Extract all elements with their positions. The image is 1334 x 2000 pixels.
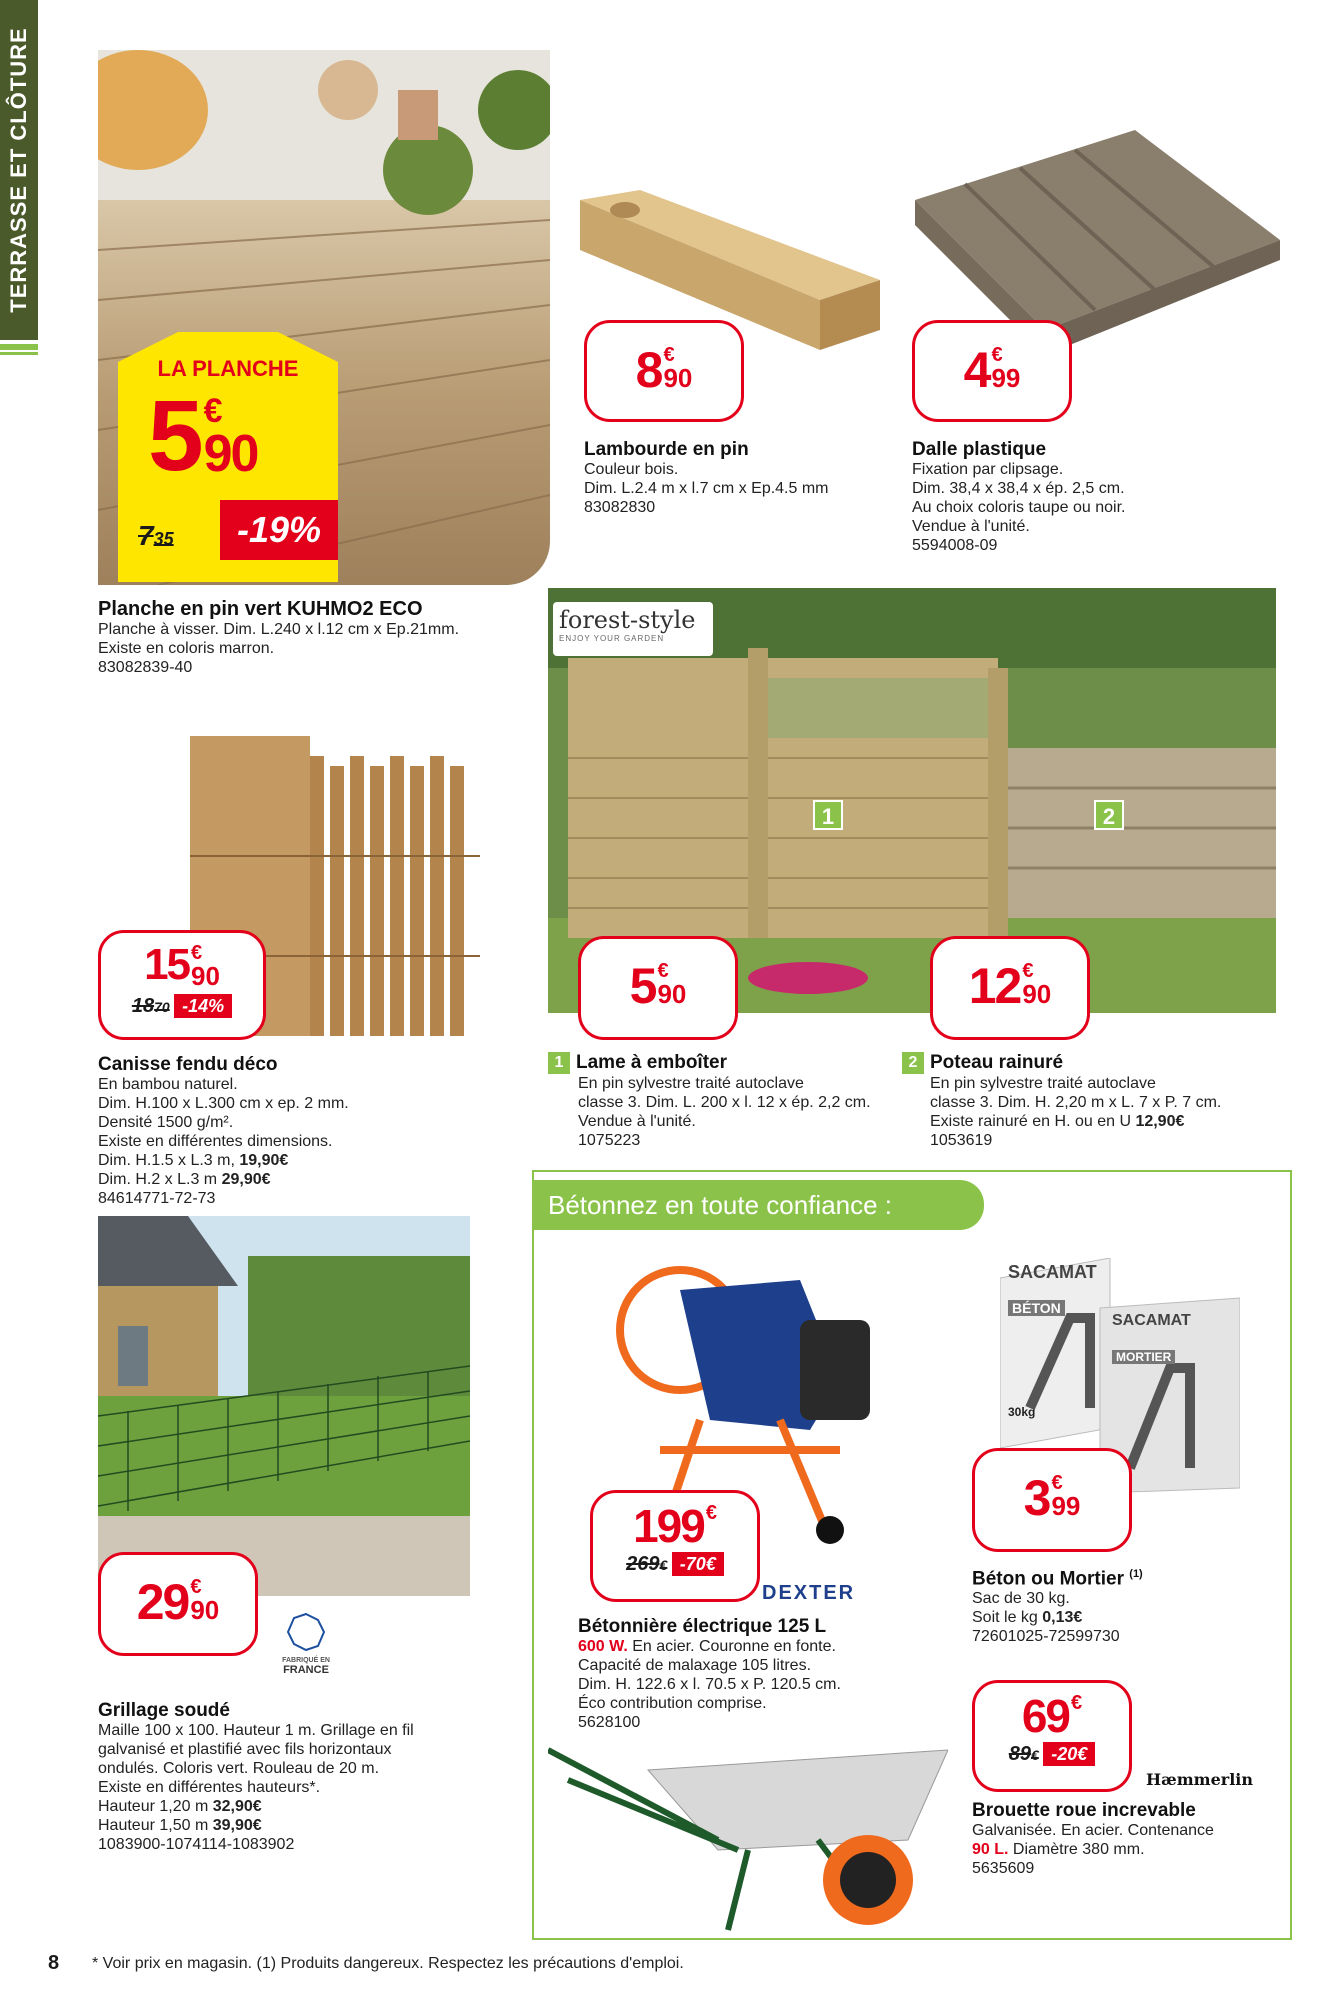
- planche-old-price: 735: [138, 520, 174, 551]
- betonniere-title: Bétonnière électrique 125 L: [578, 1616, 827, 1637]
- lame-desc: En pin sylvestre traité autoclave classe 3. Dim. L. 200 x l. 12 x ép. 2,2 cm. Vendue à l'unité. 1075223: [578, 1075, 871, 1149]
- photo-badge-2: 2: [1094, 800, 1124, 830]
- beton-price: 3 € 99: [972, 1448, 1132, 1552]
- grillage-price: 29 € 90: [98, 1552, 258, 1656]
- beton-title: Béton ou Mortier $^{(1)}$: [972, 1568, 1143, 1590]
- planche-discount: -19%: [220, 500, 338, 560]
- lambourde-desc: Couleur bois. Dim. L.2.4 m x l.7 cm x Ep.4.5 mm 83082830: [584, 461, 829, 516]
- canisse-old-price: 1870: [131, 995, 170, 1017]
- dalle-desc: Fixation par clipsage. Dim. 38,4 x 38,4 x ép. 2,5 cm. Au choix coloris taupe ou noir. Vendue à l'unité. 5594008-09: [912, 461, 1126, 554]
- brouette-old-price: 89€: [1008, 1743, 1039, 1765]
- grillage-desc: Maille 100 x 100. Hauteur 1 m. Grillage en fil galvanisé et plastifié avec fils horizontaux ondulés. Coloris vert. Rouleau de 20 m. Existe en différentes hauteurs*. Hauteur 1,20 m 32,90€ Hauteur 1,50 m 39,90€ 1083900-1074114-1083902: [98, 1722, 414, 1853]
- brouette-discount: -20€: [1043, 1742, 1095, 1766]
- lambourde-price: 8 € 90: [584, 320, 744, 422]
- sidebar-accent: [0, 344, 38, 350]
- poteau-desc: En pin sylvestre traité autoclave classe 3. Dim. H. 2,20 m x L. 7 x P. 7 cm. Existe rainuré en H. ou en U 12,90€ 1053619: [930, 1075, 1222, 1149]
- beton-desc: Sac de 30 kg. Soit le kg 0,13€ 72601025-72599730: [972, 1590, 1120, 1645]
- grillage-photo: [98, 1216, 470, 1596]
- forest-style-logo: forest-style ENJOY YOUR GARDEN: [553, 602, 713, 656]
- planche-price: 5 € 90: [148, 380, 258, 492]
- canisse-desc: En bambou naturel. Dim. H.100 x L.300 cm x ep. 2 mm. Densité 1500 g/m². Existe en différentes dimensions. Dim. H.1.5 x L.3 m, 19,90€ Dim. H.2 x L.3 m 29,90€ 84614771-72-73: [98, 1076, 349, 1207]
- poteau-title: 2 Poteau rainuré: [902, 1052, 1063, 1074]
- dalle-title: Dalle plastique: [912, 439, 1047, 460]
- page-number: 8: [48, 1952, 60, 1974]
- dalle-price: 4 € 99: [912, 320, 1072, 422]
- photo-badge-1: 1: [813, 800, 843, 830]
- betonniere-old-price: 269€: [626, 1553, 668, 1575]
- betonniere-price: 199 € 269€ -70€: [590, 1490, 760, 1602]
- betonniere-desc: 600 W. En acier. Couronne en fonte. Capacité de malaxage 105 litres. Dim. H. 122.6 x l. 70.5 x P. 120.5 cm. Éco contribution comprise. 5628100: [578, 1638, 841, 1731]
- france-map-icon: [286, 1612, 326, 1652]
- section-title: TERRASSE ET CLÔTURE: [6, 27, 31, 313]
- sacamat-logo-2: SACAMAT: [1112, 1312, 1191, 1329]
- mortier-bag-label: MORTIER: [1112, 1350, 1175, 1364]
- haemmerlin-logo: Hæmmerlin: [1146, 1770, 1253, 1789]
- lame-price: 5 € 90: [578, 936, 738, 1040]
- made-in-france: FABRIQUÉ EN FRANCE: [276, 1612, 336, 1676]
- section-banner: Bétonnez en toute confiance :: [532, 1180, 984, 1230]
- brouette-photo: [548, 1730, 948, 1940]
- canisse-discount: -14%: [174, 994, 232, 1018]
- lambourde-title: Lambourde en pin: [584, 439, 749, 460]
- poteau-number: 2: [902, 1052, 924, 1074]
- beton-bag-weight: 30kg: [1008, 1405, 1036, 1419]
- sidebar-accent-thin: [0, 352, 38, 355]
- poteau-price: 12 € 90: [930, 936, 1090, 1040]
- lame-number: 1: [548, 1052, 570, 1074]
- canisse-price: 15 € 90 1870 -14%: [98, 930, 266, 1040]
- lame-title: 1 Lame à emboîter: [548, 1052, 727, 1074]
- brouette-title: Brouette roue increvable: [972, 1800, 1196, 1821]
- dexter-logo: DEXTER: [762, 1582, 856, 1604]
- sacamat-logo-1: SACAMAT: [1008, 1262, 1097, 1282]
- betonniere-discount: -70€: [672, 1552, 724, 1576]
- grillage-title: Grillage soudé: [98, 1700, 230, 1721]
- planche-title: Planche en pin vert KUHMO2 ECO: [98, 598, 423, 620]
- brouette-desc: Galvanisée. En acier. Contenance 90 L. Diamètre 380 mm. 5635609: [972, 1822, 1214, 1877]
- canisse-title: Canisse fendu déco: [98, 1054, 278, 1075]
- footer-note: * Voir prix en magasin. (1) Produits dangereux. Respectez les précautions d'emploi.: [92, 1955, 684, 1972]
- beton-bag-label: BÉTON: [1008, 1300, 1065, 1316]
- planche-desc: Planche à visser. Dim. L.240 x l.12 cm x Ep.21mm. Existe en coloris marron. 83082839-40: [98, 621, 460, 676]
- planche-badge-label: LA PLANCHE: [157, 356, 299, 381]
- brouette-price: 69 € 89€ -20€: [972, 1680, 1132, 1792]
